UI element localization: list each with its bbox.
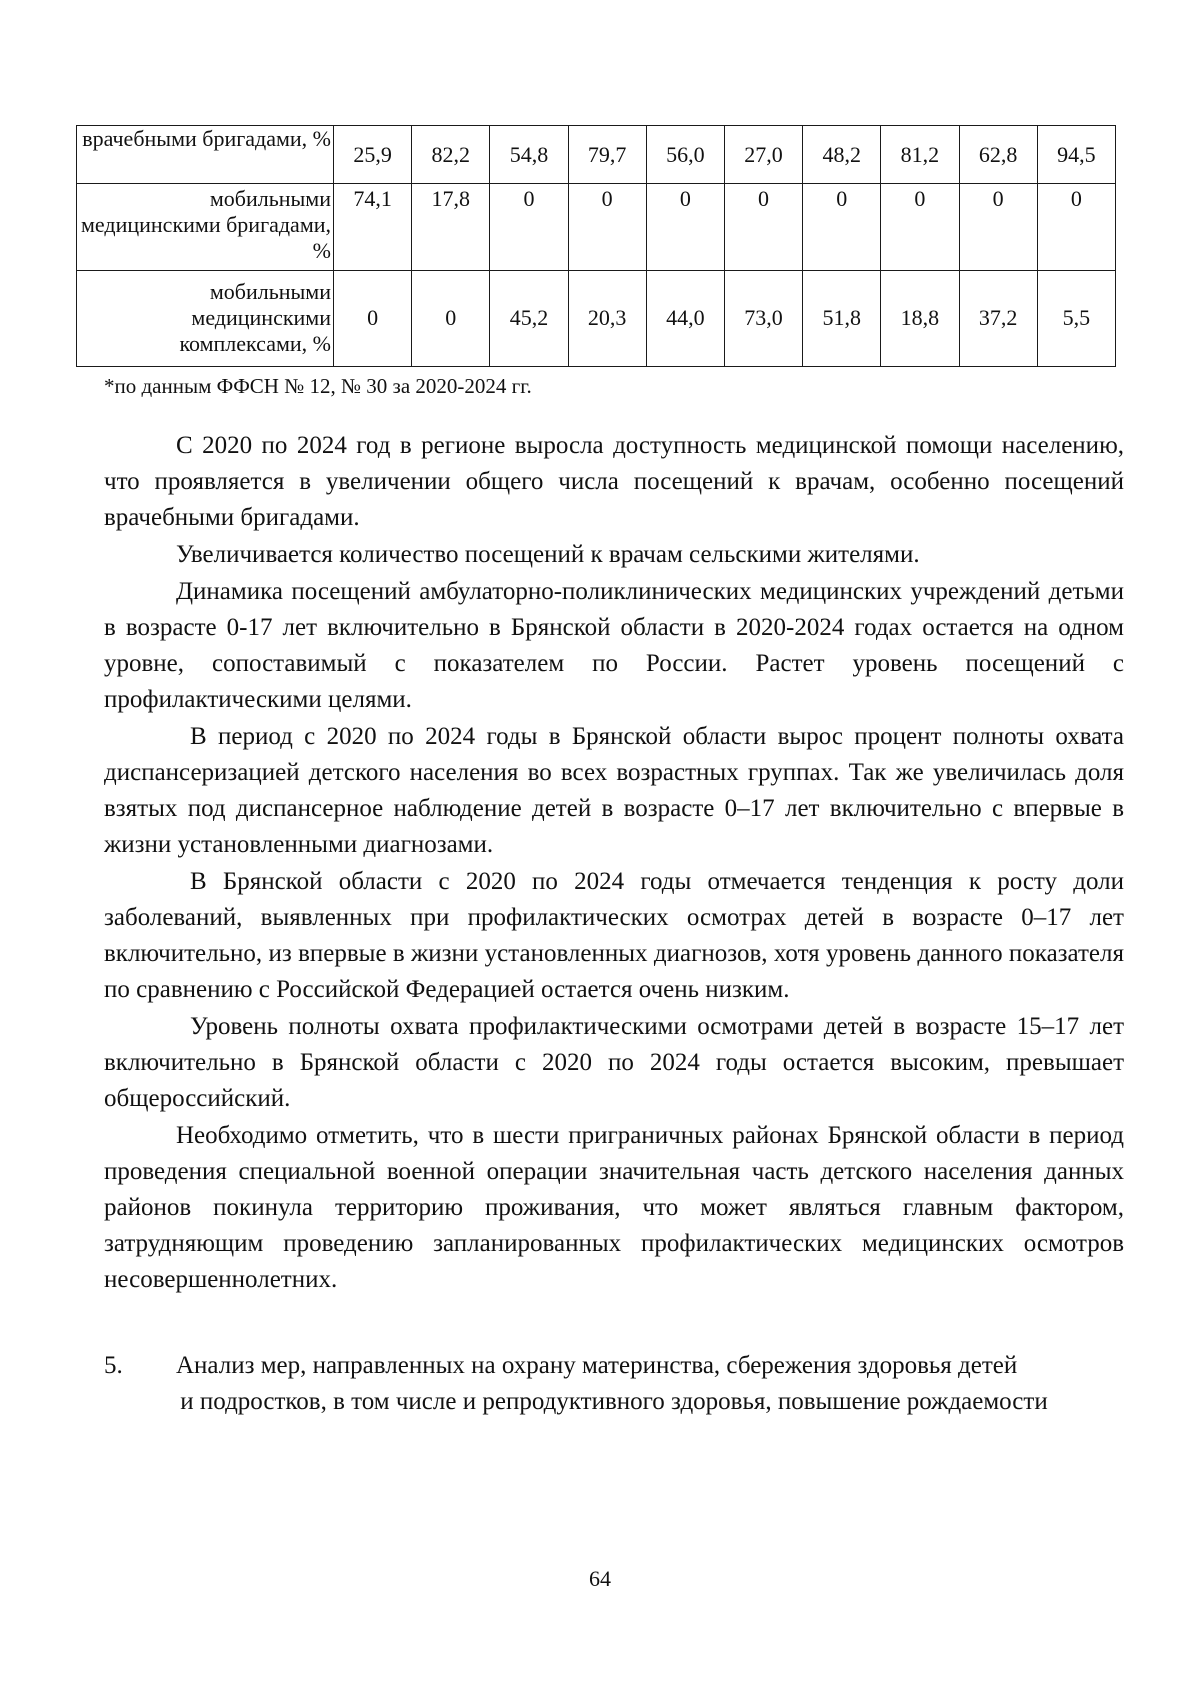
section-heading (104, 1348, 1124, 1420)
table-cell: 54,8 (490, 126, 568, 184)
row-label: мобильными медицинскими бригадами, % (77, 184, 334, 270)
paragraph: Динамика посещений амбулаторно-поликлинических медицинских учреждений детьми в возрасте 0-17 лет включительно в Брянской области в 2020-2024 годах остается на одном уровне, сопоставимый с показателем по России. Растет уровень посещений с профилактическими целями. (104, 578, 1124, 713)
table-cell: 20,3 (568, 270, 646, 366)
row-label: врачебными бригадами, % (77, 126, 334, 184)
table-cell: 62,8 (959, 126, 1037, 184)
page-number: 64 (589, 1566, 611, 1591)
table-cell: 37,2 (959, 270, 1037, 366)
table-cell: 82,2 (412, 126, 490, 184)
table-cell: 81,2 (881, 126, 959, 184)
table-cell: 56,0 (646, 126, 724, 184)
paragraph: Увеличивается количество посещений к врачам сельскими жителями. (176, 541, 920, 568)
table-cell: 45,2 (490, 270, 568, 366)
table-cell: 0 (881, 184, 959, 270)
row-label: мобильными медицинскими комплексами, % (77, 270, 334, 366)
table-cell: 0 (724, 184, 802, 270)
statistics-table (76, 125, 1116, 367)
table-row (77, 126, 1116, 184)
table-cell: 0 (334, 270, 412, 366)
paragraph: С 2020 по 2024 год в регионе выросла доступность медицинской помощи населению, что проявляется в увеличении общего числа посещений к врачам, особенно посещений врачебными бригадами. (104, 432, 1124, 531)
paragraph: Уровень полноты охвата профилактическими осмотрами детей в возрасте 15–17 лет включительно в Брянской области с 2020 по 2024 годы остается высоким, превышает общероссийский. (104, 1013, 1124, 1112)
table-cell: 17,8 (412, 184, 490, 270)
paragraph: Необходимо отметить, что в шести приграничных районах Брянской области в период проведения специальной военной операции значительная часть детского населения данных районов покинула территорию проживания, что может являться главным фактором, затрудняющим проведению запланированных профилактических медицинских осмотров несовершеннолетних. (104, 1122, 1124, 1293)
table-cell: 73,0 (724, 270, 802, 366)
table-cell: 0 (1037, 184, 1115, 270)
paragraph: В период с 2020 по 2024 годы в Брянской области вырос процент полноты охвата диспансеризацией детского населения во всех возрастных группах. Так же увеличилась доля взятых под диспансерное наблюдение детей в возрасте 0–17 лет включительно с впервые в жизни установленными диагнозами. (104, 723, 1124, 858)
table-row (77, 184, 1116, 270)
table-cell: 44,0 (646, 270, 724, 366)
table-cell: 25,9 (334, 126, 412, 184)
table-footnote: *по данным ФФСН № 12, № 30 за 2020-2024 гг. (104, 374, 532, 398)
section-title-line2: и подростков, в том числе и репродуктивного здоровья, повышение рождаемости (180, 1388, 1048, 1415)
table-cell: 0 (646, 184, 724, 270)
table-cell: 48,2 (803, 126, 881, 184)
section-number: 5. (104, 1352, 123, 1379)
table-cell: 0 (959, 184, 1037, 270)
table-row (77, 270, 1116, 366)
table-cell: 0 (490, 184, 568, 270)
table-cell: 0 (803, 184, 881, 270)
table-cell: 51,8 (803, 270, 881, 366)
table-cell: 0 (568, 184, 646, 270)
table-cell: 27,0 (724, 126, 802, 184)
table-cell: 0 (412, 270, 490, 366)
body-text (104, 428, 1124, 1299)
paragraph: В Брянской области с 2020 по 2024 годы отмечается тенденция к росту доли заболеваний, выявленных при профилактических осмотрах детей в возрасте 0–17 лет включительно, из впервые в жизни установленных диагнозов, хотя уровень данного показателя по сравнению с Российской Федерацией остается очень низким. (104, 868, 1124, 1003)
table-cell: 79,7 (568, 126, 646, 184)
table-cell: 5,5 (1037, 270, 1115, 366)
table-cell: 74,1 (334, 184, 412, 270)
section-title-line1: Анализ мер, направленных на охрану материнства, сбережения здоровья детей (176, 1352, 1018, 1379)
table-cell: 94,5 (1037, 126, 1115, 184)
table-cell: 18,8 (881, 270, 959, 366)
